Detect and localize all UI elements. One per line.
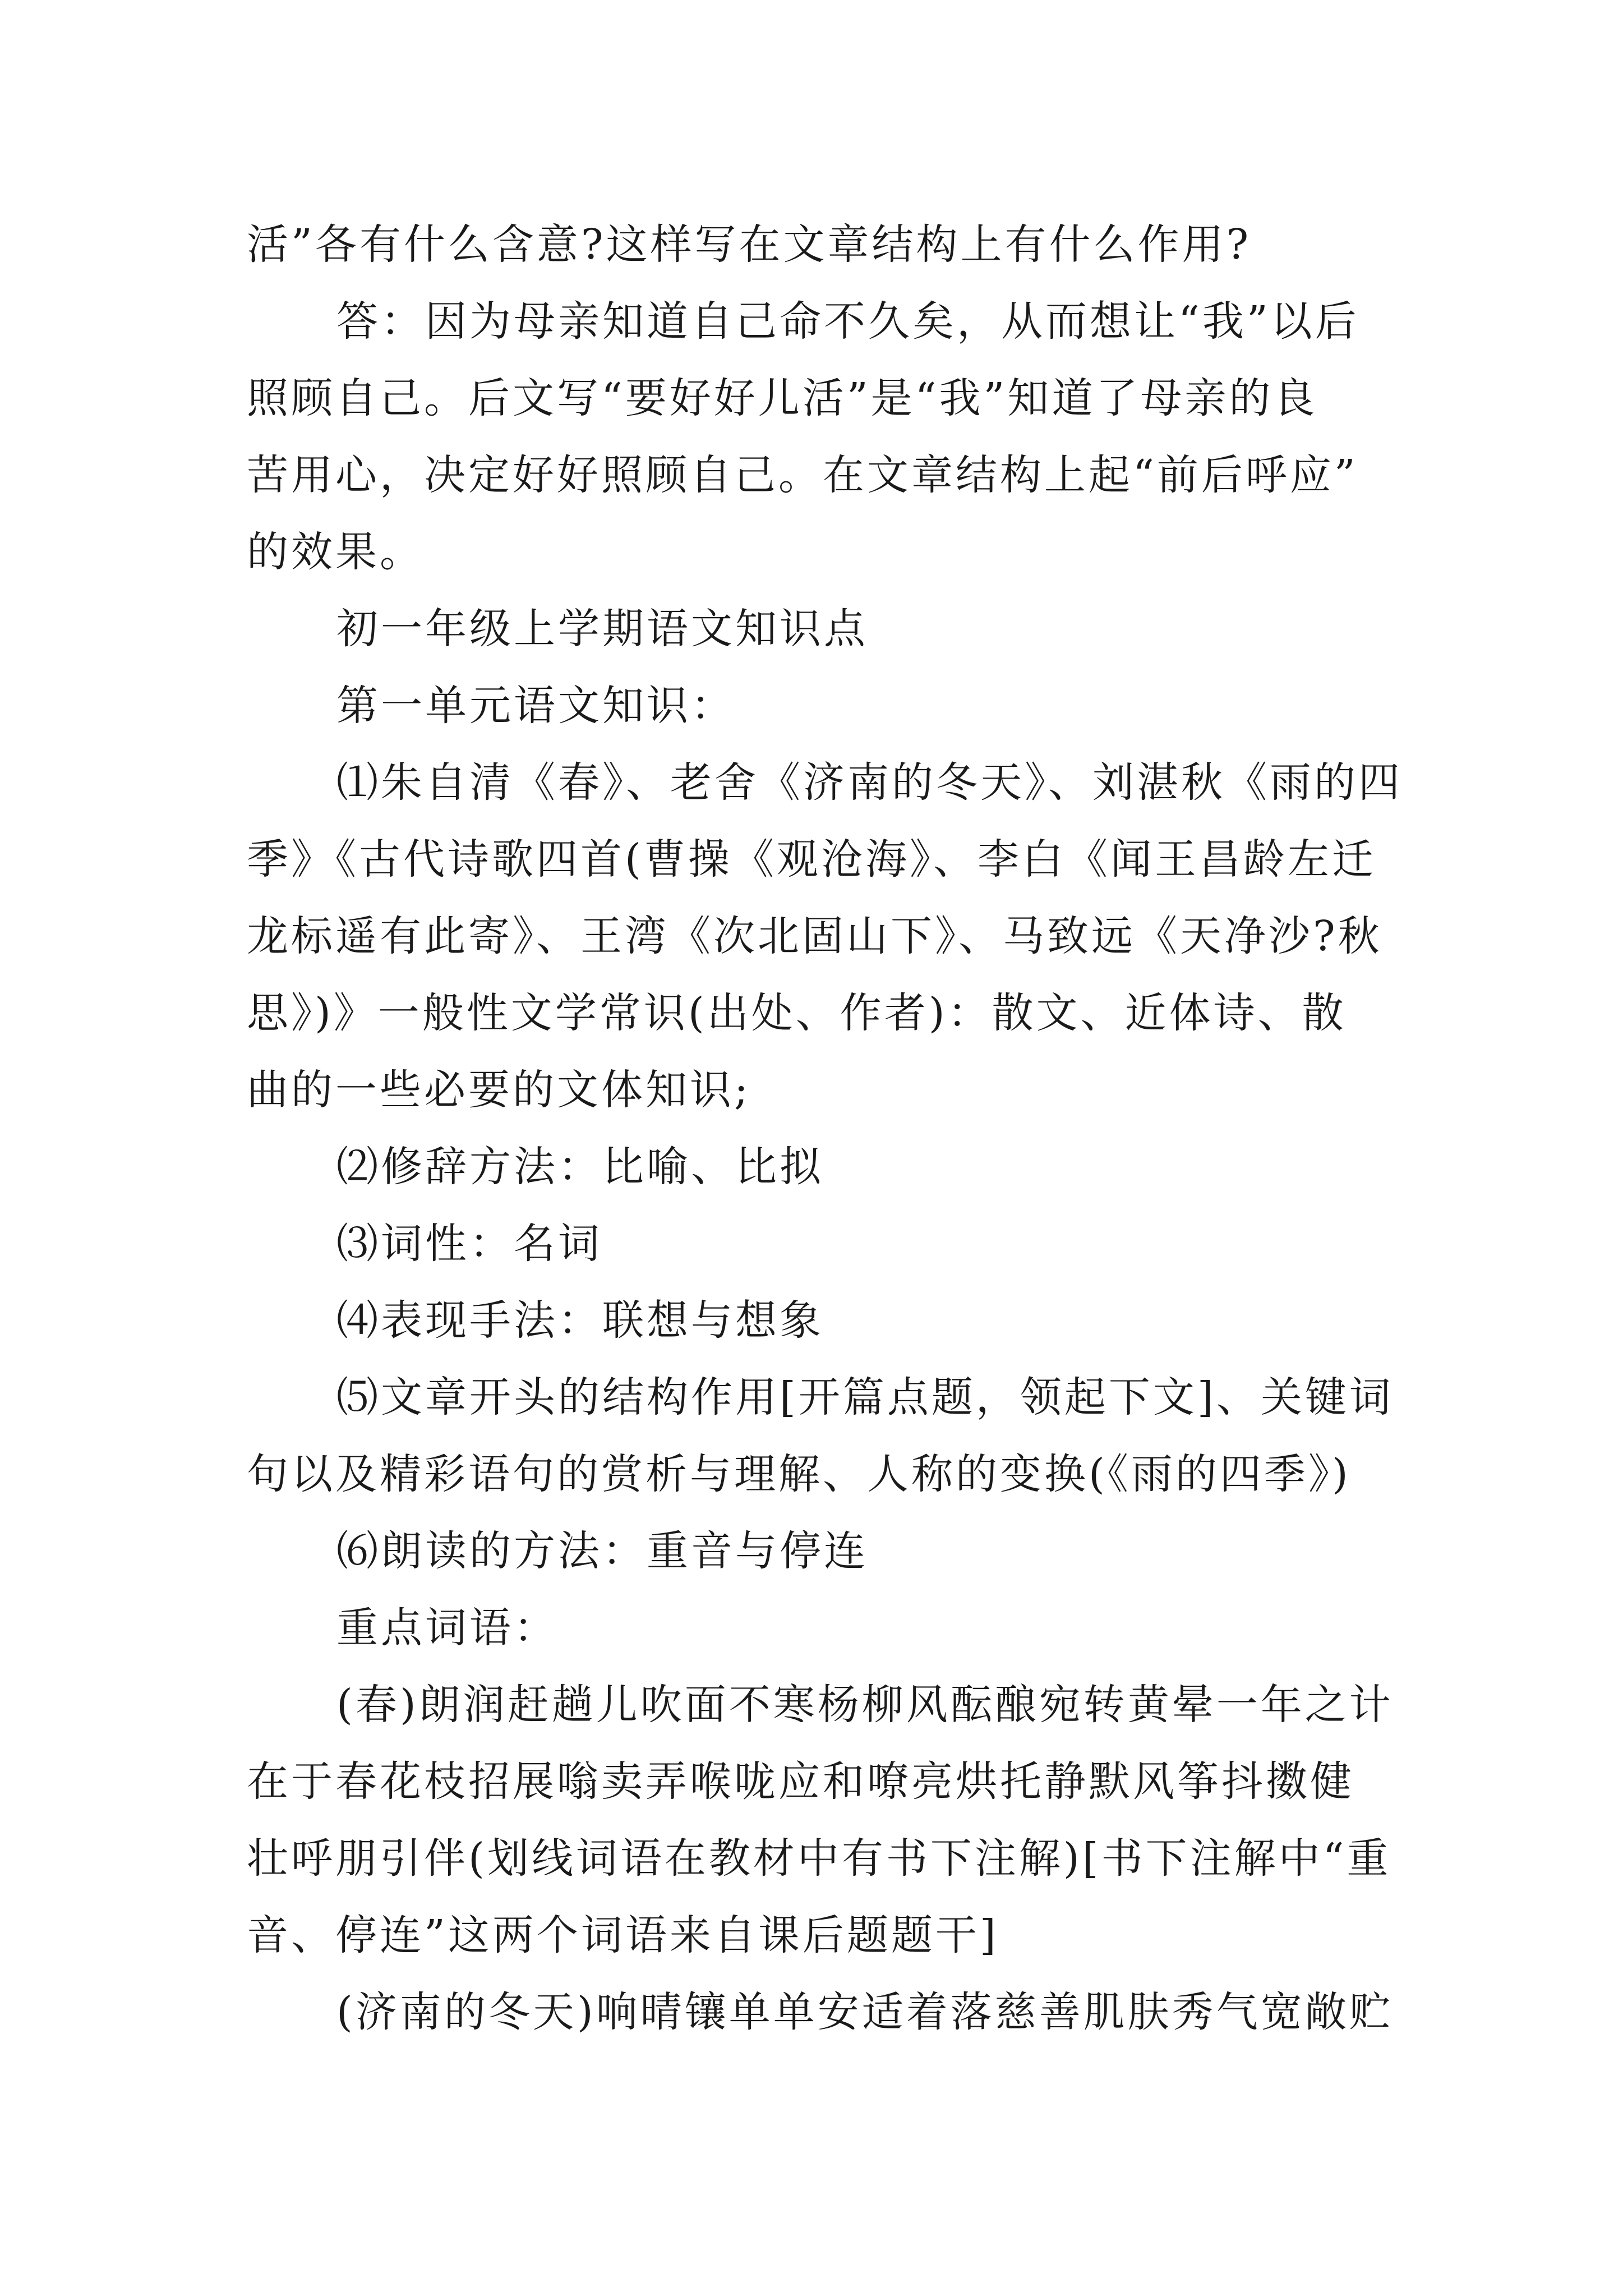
list-item-2: ⑵修辞方法：比喻、比拟 [336,1143,824,1191]
text-line: 曲的一些必要的文体知识; [247,1066,751,1114]
list-item-3: ⑶词性：名词 [336,1220,602,1268]
text-line: 在于春花枝招展嗡卖弄喉咙应和嘹亮烘托静默风筝抖擞健 [247,1757,1354,1806]
vocab-paragraph-jinan: (济南的冬天)响晴镶单单安适着落慈善肌肤秀气宽敞贮 [336,1988,1394,2036]
unit-heading: 第一单元语文知识： [336,682,735,730]
text-line: 活”各有什么含意?这样写在文章结构上有什么作用? [247,220,1252,269]
list-item-5: ⑸文章开头的结构作用[开篇点题，领起下文]、关键词 [336,1373,1394,1421]
text-line: 句以及精彩语句的赏析与理解、人称的变换(《雨的四季》) [247,1450,1351,1498]
key-words-heading: 重点词语： [336,1604,558,1652]
text-line: 龙标遥有此寄》、王湾《次北固山下》、马致远《天净沙?秋 [247,912,1382,960]
list-item-1: ⑴朱自清《春》、老舍《济南的冬天》、刘湛秋《雨的四 [336,758,1403,807]
text-line: 照顾自己。后文写“要好好儿活”是“我”知道了母亲的良 [247,374,1318,422]
vocab-paragraph-spring: (春)朗润赶趟儿吹面不寒杨柳风酝酿宛转黄晕一年之计 [336,1681,1394,1729]
text-line: 壮呼朋引伴(划线词语在教材中有书下注解)[书下注解中“重 [247,1834,1391,1883]
document-page [247,206,1403,2051]
text-line: 苦用心，决定好好照顾自己。在文章结构上起“前后呼应” [247,451,1358,499]
answer-line: 答：因为母亲知道自己命不久矣，从而想让“我”以后 [336,297,1359,346]
text-line: 思》)》一般性文学常识(出处、作者)：散文、近体诗、散 [247,989,1347,1037]
section-heading: 初一年级上学期语文知识点 [336,605,868,653]
text-line: 季》《古代诗歌四首(曹操《观沧海》、李白《闻王昌龄左迁 [247,835,1376,884]
list-item-4: ⑷表现手法：联想与想象 [336,1296,824,1345]
text-line: 音、停连”这两个词语来自课后题题干] [247,1911,999,1959]
text-line: 的效果。 [247,528,424,576]
list-item-6: ⑹朗读的方法：重音与停连 [336,1527,868,1575]
